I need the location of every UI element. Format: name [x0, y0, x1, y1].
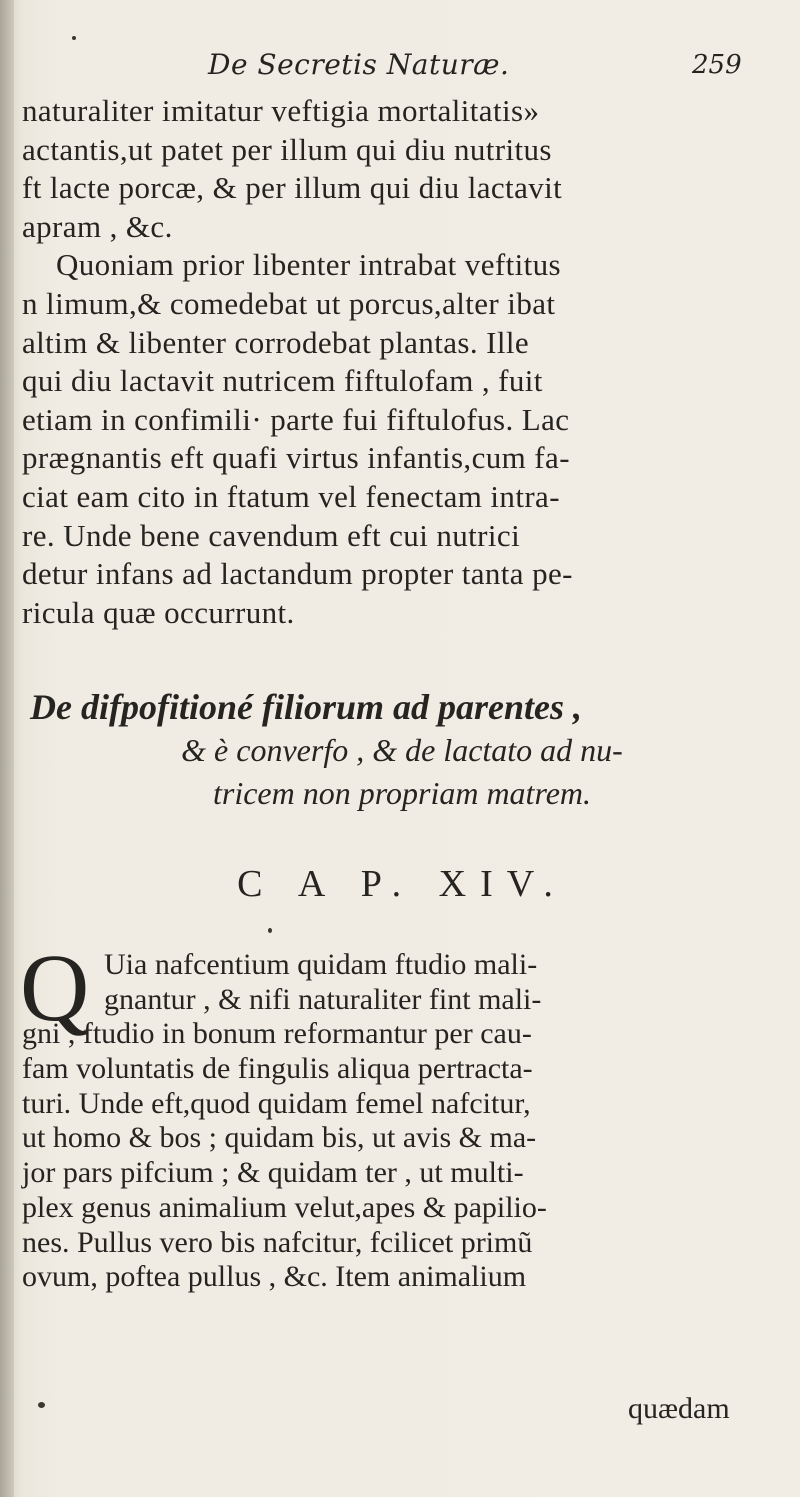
catchword: quædam: [628, 1392, 730, 1425]
heading-line: De difpofitioné filiorum ad parentes ,: [30, 687, 582, 727]
text-line: nes. Pullus vero bis nafcitur, fcilicet primũ: [22, 1225, 533, 1259]
text-line: re. Unde bene cavendum eft cui nutrici: [22, 517, 521, 553]
text-line: ovum, poftea pullus , &c. Item animalium: [22, 1260, 527, 1294]
ink-speck: [268, 928, 272, 933]
ink-speck: [38, 1402, 45, 1408]
text-line: gnantur , & nifi naturaliter fint mali-: [104, 982, 542, 1016]
page-header: [0, 48, 800, 88]
text-line: n limum,& comedebat ut porcus,alter ibat: [22, 285, 556, 321]
text-line: jor pars pifcium ; & quidam ter , ut multi-: [22, 1156, 524, 1190]
continued-paragraph: [22, 92, 782, 632]
text-line: ricula quæ occurrunt.: [22, 594, 295, 630]
heading-line: tricem non propriam matrem.: [212, 775, 592, 811]
binding-gutter: [0, 0, 14, 1497]
text-line: altim & libenter corrodebat plantas. Ille: [22, 324, 530, 360]
text-line: ft lacte porcæ, & per illum qui diu lactavit: [22, 170, 563, 206]
chapter-title: C A P. XIV.: [237, 863, 567, 905]
text-line: actantis,ut patet per illum qui diu nutritus: [22, 131, 552, 167]
page-number: 259: [692, 50, 742, 80]
text-line: Uia nafcentium quidam ftudio mali-: [104, 948, 538, 981]
text-line: plex genus animalium velut,apes & papilio-: [22, 1190, 547, 1224]
running-title: De Secretis Naturæ.: [208, 48, 510, 81]
ink-speck: [72, 36, 76, 40]
text-line: qui diu lactavit nutricem fiftulofam , fuit: [22, 363, 543, 399]
text-line: etiam in confimili· parte fui fiftulofus. Lac: [22, 401, 570, 437]
drop-capital: Q: [20, 934, 90, 1041]
text-line: detur infans ad lactandum propter tanta pe-: [22, 556, 573, 592]
heading-line: & è converfo , & de lactato ad nu-: [181, 732, 623, 768]
text-line: Quoniam prior libenter intrabat veftitus: [56, 247, 561, 283]
text-line: turi. Unde eft,quod quidam femel nafcitur,: [22, 1086, 531, 1120]
text-line: apram , &c.: [22, 208, 173, 244]
text-line: gni , ftudio in bonum reformantur per cau-: [22, 1017, 532, 1051]
text-line: fam voluntatis de fingulis aliqua pertracta-: [22, 1052, 533, 1086]
text-line: ut homo & bos ; quidam bis, ut avis & ma-: [22, 1121, 537, 1155]
text-line: naturaliter imitatur veftigia mortalitatis»: [22, 93, 540, 128]
text-line: ciat eam cito in ftatum vel fenectam intra-: [22, 478, 560, 514]
chapter-paragraph: [20, 934, 782, 1295]
text-line: prægnantis eft quafi virtus infantis,cum fa-: [22, 440, 570, 476]
section-heading: [22, 686, 782, 815]
